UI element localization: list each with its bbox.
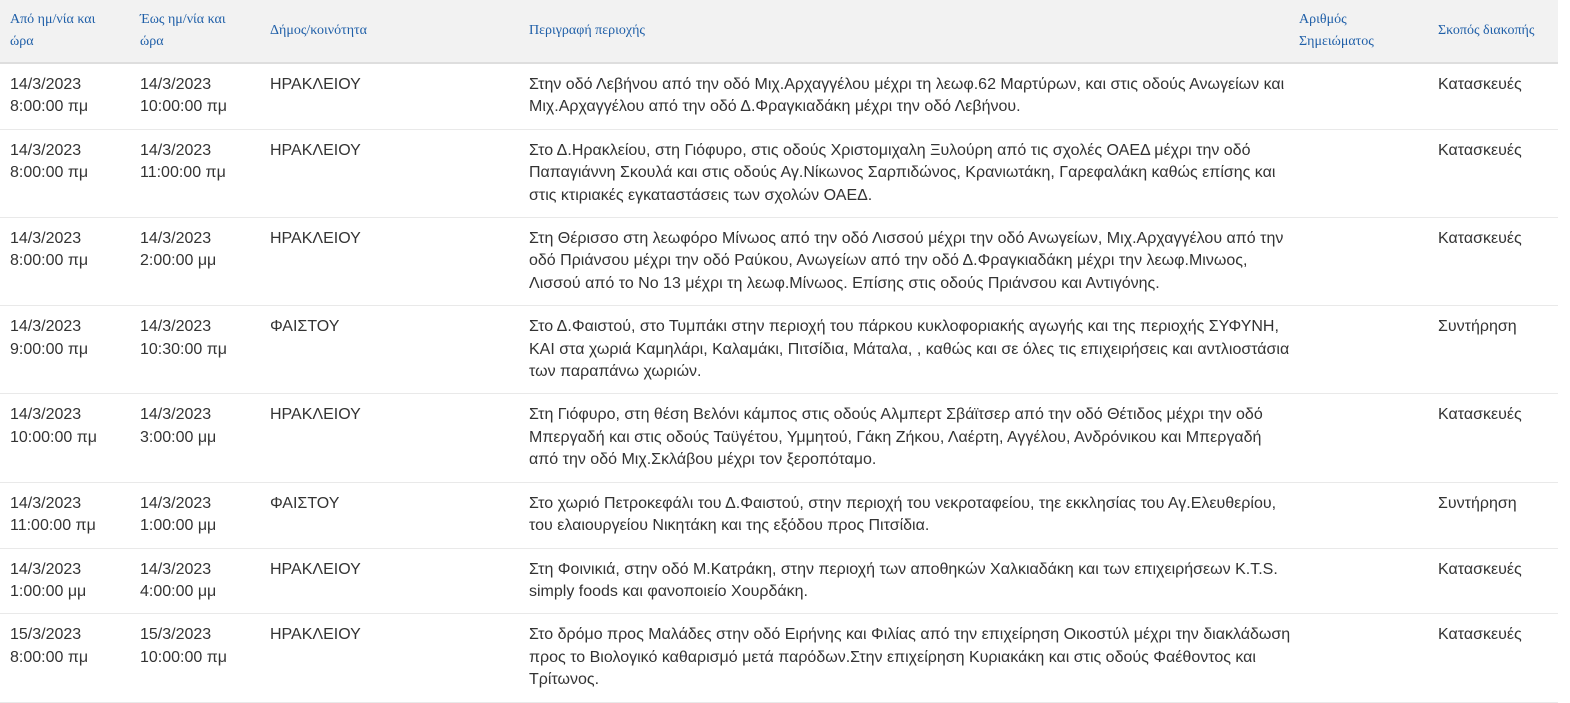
municipality-cell: ΗΡΑΚΛΕΙΟΥ (270, 626, 361, 644)
table-row (0, 63, 1558, 129)
table-row (0, 218, 1558, 306)
purpose-cell: Κατασκευές (1438, 76, 1522, 93)
from-cell: 14/3/2023 9:00:00 πμ (10, 318, 89, 358)
note-number-cell (1299, 548, 1428, 614)
to-cell: 14/3/2023 3:00:00 μμ (140, 406, 217, 446)
description-cell: Στην οδό Λεβήνου από την οδό Μιχ.Αρχαγγέλου μέχρι τη λεωφ.62 Μαρτύρων, και στις οδούς Ανωγείων και Μιχ.Αρχαγγέλου από την οδό Δ.Φραγκιαδάκη μέχρι την οδό Λεβήνου. (529, 76, 1285, 116)
table-row (0, 548, 1558, 614)
description-cell: Στο Δ.Ηρακλείου, στη Γιόφυρο, στις οδούς Χριστομιχαλη Ξυλούρη από τις σχολές ΟΑΕΔ μέχρι την οδό Παπαγιάννη Σκουλά και στις οδούς Αγ.Νίκωνος Σαρπιδώνος, Κρανιωτάκη, Γαρεφαλάκη καθώς επίσης και στις κτιριακές εγκαταστάσεις των σχολών ΟΑΕΔ. (529, 141, 1276, 204)
to-cell: 14/3/2023 4:00:00 μμ (140, 560, 217, 600)
note-number-cell (1299, 482, 1428, 548)
to-cell: 14/3/2023 11:00:00 πμ (140, 141, 226, 182)
table-row (0, 482, 1558, 548)
note-number-cell (1299, 306, 1428, 394)
table-row (0, 614, 1558, 702)
purpose-cell: Κατασκευές (1438, 141, 1522, 159)
header-municipality[interactable]: Δήμος/κοινότητα (270, 23, 368, 38)
header-purpose[interactable]: Σκοπός διακοπής (1438, 23, 1535, 38)
description-cell: Στο χωριό Πετροκεφάλι του Δ.Φαιστού, στην περιοχή του νεκροταφείου, τηε εκκλησίας του Αγ.Ελευθερίου, του ελαιουργείου Νικητάκη και της εξόδου προς Πιτσίδια. (529, 494, 1277, 535)
to-cell: 14/3/2023 10:30:00 πμ (140, 318, 227, 358)
purpose-cell: Κατασκευές (1438, 230, 1522, 248)
purpose-cell: Κατασκευές (1438, 406, 1522, 424)
note-number-cell (1299, 394, 1428, 482)
description-cell: Στη Φοινικιά, στην οδό Μ.Κατράκη, στην περιοχή των αποθηκών Χαλκιαδάκη και των επιχειρήσεων K.T.S. simply foods και φανοποιείο Χουρδάκη. (529, 560, 1278, 600)
to-cell: 14/3/2023 2:00:00 μμ (140, 230, 217, 270)
table-row (0, 394, 1558, 482)
table-row (0, 129, 1558, 217)
header-to[interactable]: Έως ημ/νία και ώρα (140, 12, 226, 49)
note-number-cell (1299, 614, 1428, 702)
header-from[interactable]: Από ημ/νία και ώρα (10, 12, 96, 49)
description-cell: Στο Δ.Φαιστού, στο Τυμπάκι στην περιοχή του πάρκου κυκλοφοριακής αγωγής και της περιοχής ΣΥΦΥΝΗ, ΚΑΙ στα χωριά Καμηλάρι, Καλαμάκι, Πιτσίδια, Μάταλα, , καθώς και σε όλες τις επιχειρήσεις και αντλιοστάσια των παραπάνω χωριών. (529, 318, 1290, 381)
to-cell: 15/3/2023 10:00:00 πμ (140, 626, 227, 666)
from-cell: 15/3/2023 8:00:00 πμ (10, 626, 89, 666)
description-cell: Στη Γιόφυρο, στη θέση Βελόνι κάμπος στις οδούς Αλμπερτ Σβάϊτσερ από την οδό Θέτιδος μέχρι την οδό Μπεργαδή και στις οδούς Ταϋγέτου, Υμμητού, Γάκη Ζήκου, Λαέρτη, Αγγέλου, Ανδρόνικου και Μπεργαδή από την οδό Μιχ.Σκλάβου μέχρι τον ξεροπόταμο. (529, 406, 1263, 469)
note-number-cell (1299, 129, 1428, 217)
municipality-cell: ΗΡΑΚΛΕΙΟΥ (270, 230, 361, 248)
table-row (0, 306, 1558, 394)
header-row (0, 0, 1558, 63)
municipality-cell: ΗΡΑΚΛΕΙΟΥ (270, 406, 361, 424)
from-cell: 14/3/2023 11:00:00 πμ (10, 494, 96, 535)
to-cell: 14/3/2023 1:00:00 μμ (140, 494, 217, 535)
note-number-cell (1299, 63, 1428, 129)
table-body (0, 63, 1558, 702)
from-cell: 14/3/2023 8:00:00 πμ (10, 76, 89, 116)
table-header (0, 0, 1558, 63)
from-cell: 14/3/2023 8:00:00 πμ (10, 141, 89, 182)
purpose-cell: Συντήρηση (1438, 494, 1517, 512)
municipality-cell: ΗΡΑΚΛΕΙΟΥ (270, 560, 361, 578)
from-cell: 14/3/2023 8:00:00 πμ (10, 230, 89, 270)
description-cell: Στη Θέρισσο στη λεωφόρο Μίνωος από την οδό Λισσού μέχρι την οδό Ανωγείων, Μιχ.Αρχαγγέλου από την οδό Πριάνσου μέχρι την οδό Ραύκου, Ανωγείων από την οδό Δ.Φραγκιαδάκη μέχρι την λεωφ.Μινωος, Λισσού από το Νο 13 μέχρι τη λεωφ.Μίνωος. Επίσης στις οδούς Πριάνσου και Αντιγόνης. (529, 230, 1284, 292)
municipality-cell: ΦΑΙΣΤΟΥ (270, 318, 340, 336)
header-description[interactable]: Περιγραφή περιοχής (529, 23, 645, 38)
header-note-number[interactable]: Αριθμός Σημειώματος (1299, 12, 1374, 49)
municipality-cell: ΗΡΑΚΛΕΙΟΥ (270, 76, 361, 93)
from-cell: 14/3/2023 1:00:00 μμ (10, 560, 87, 600)
to-cell: 14/3/2023 10:00:00 πμ (140, 76, 227, 116)
purpose-cell: Κατασκευές (1438, 626, 1522, 644)
purpose-cell: Κατασκευές (1438, 560, 1522, 578)
from-cell: 14/3/2023 10:00:00 πμ (10, 406, 97, 446)
description-cell: Στο δρόμο προς Μαλάδες στην οδό Ειρήνης και Φιλίας από την επιχείρηση Οικοστύλ μέχρι την διακλάδωση προς το Βιολογικό καθαρισμό μετά παρόδων.Στην επιχείρηση Κυριακάκη και στις οδούς Φαέθοντος και Τρίτωνος. (529, 626, 1291, 689)
municipality-cell: ΗΡΑΚΛΕΙΟΥ (270, 141, 361, 159)
municipality-cell: ΦΑΙΣΤΟΥ (270, 494, 340, 512)
note-number-cell (1299, 218, 1428, 306)
purpose-cell: Συντήρηση (1438, 318, 1517, 336)
